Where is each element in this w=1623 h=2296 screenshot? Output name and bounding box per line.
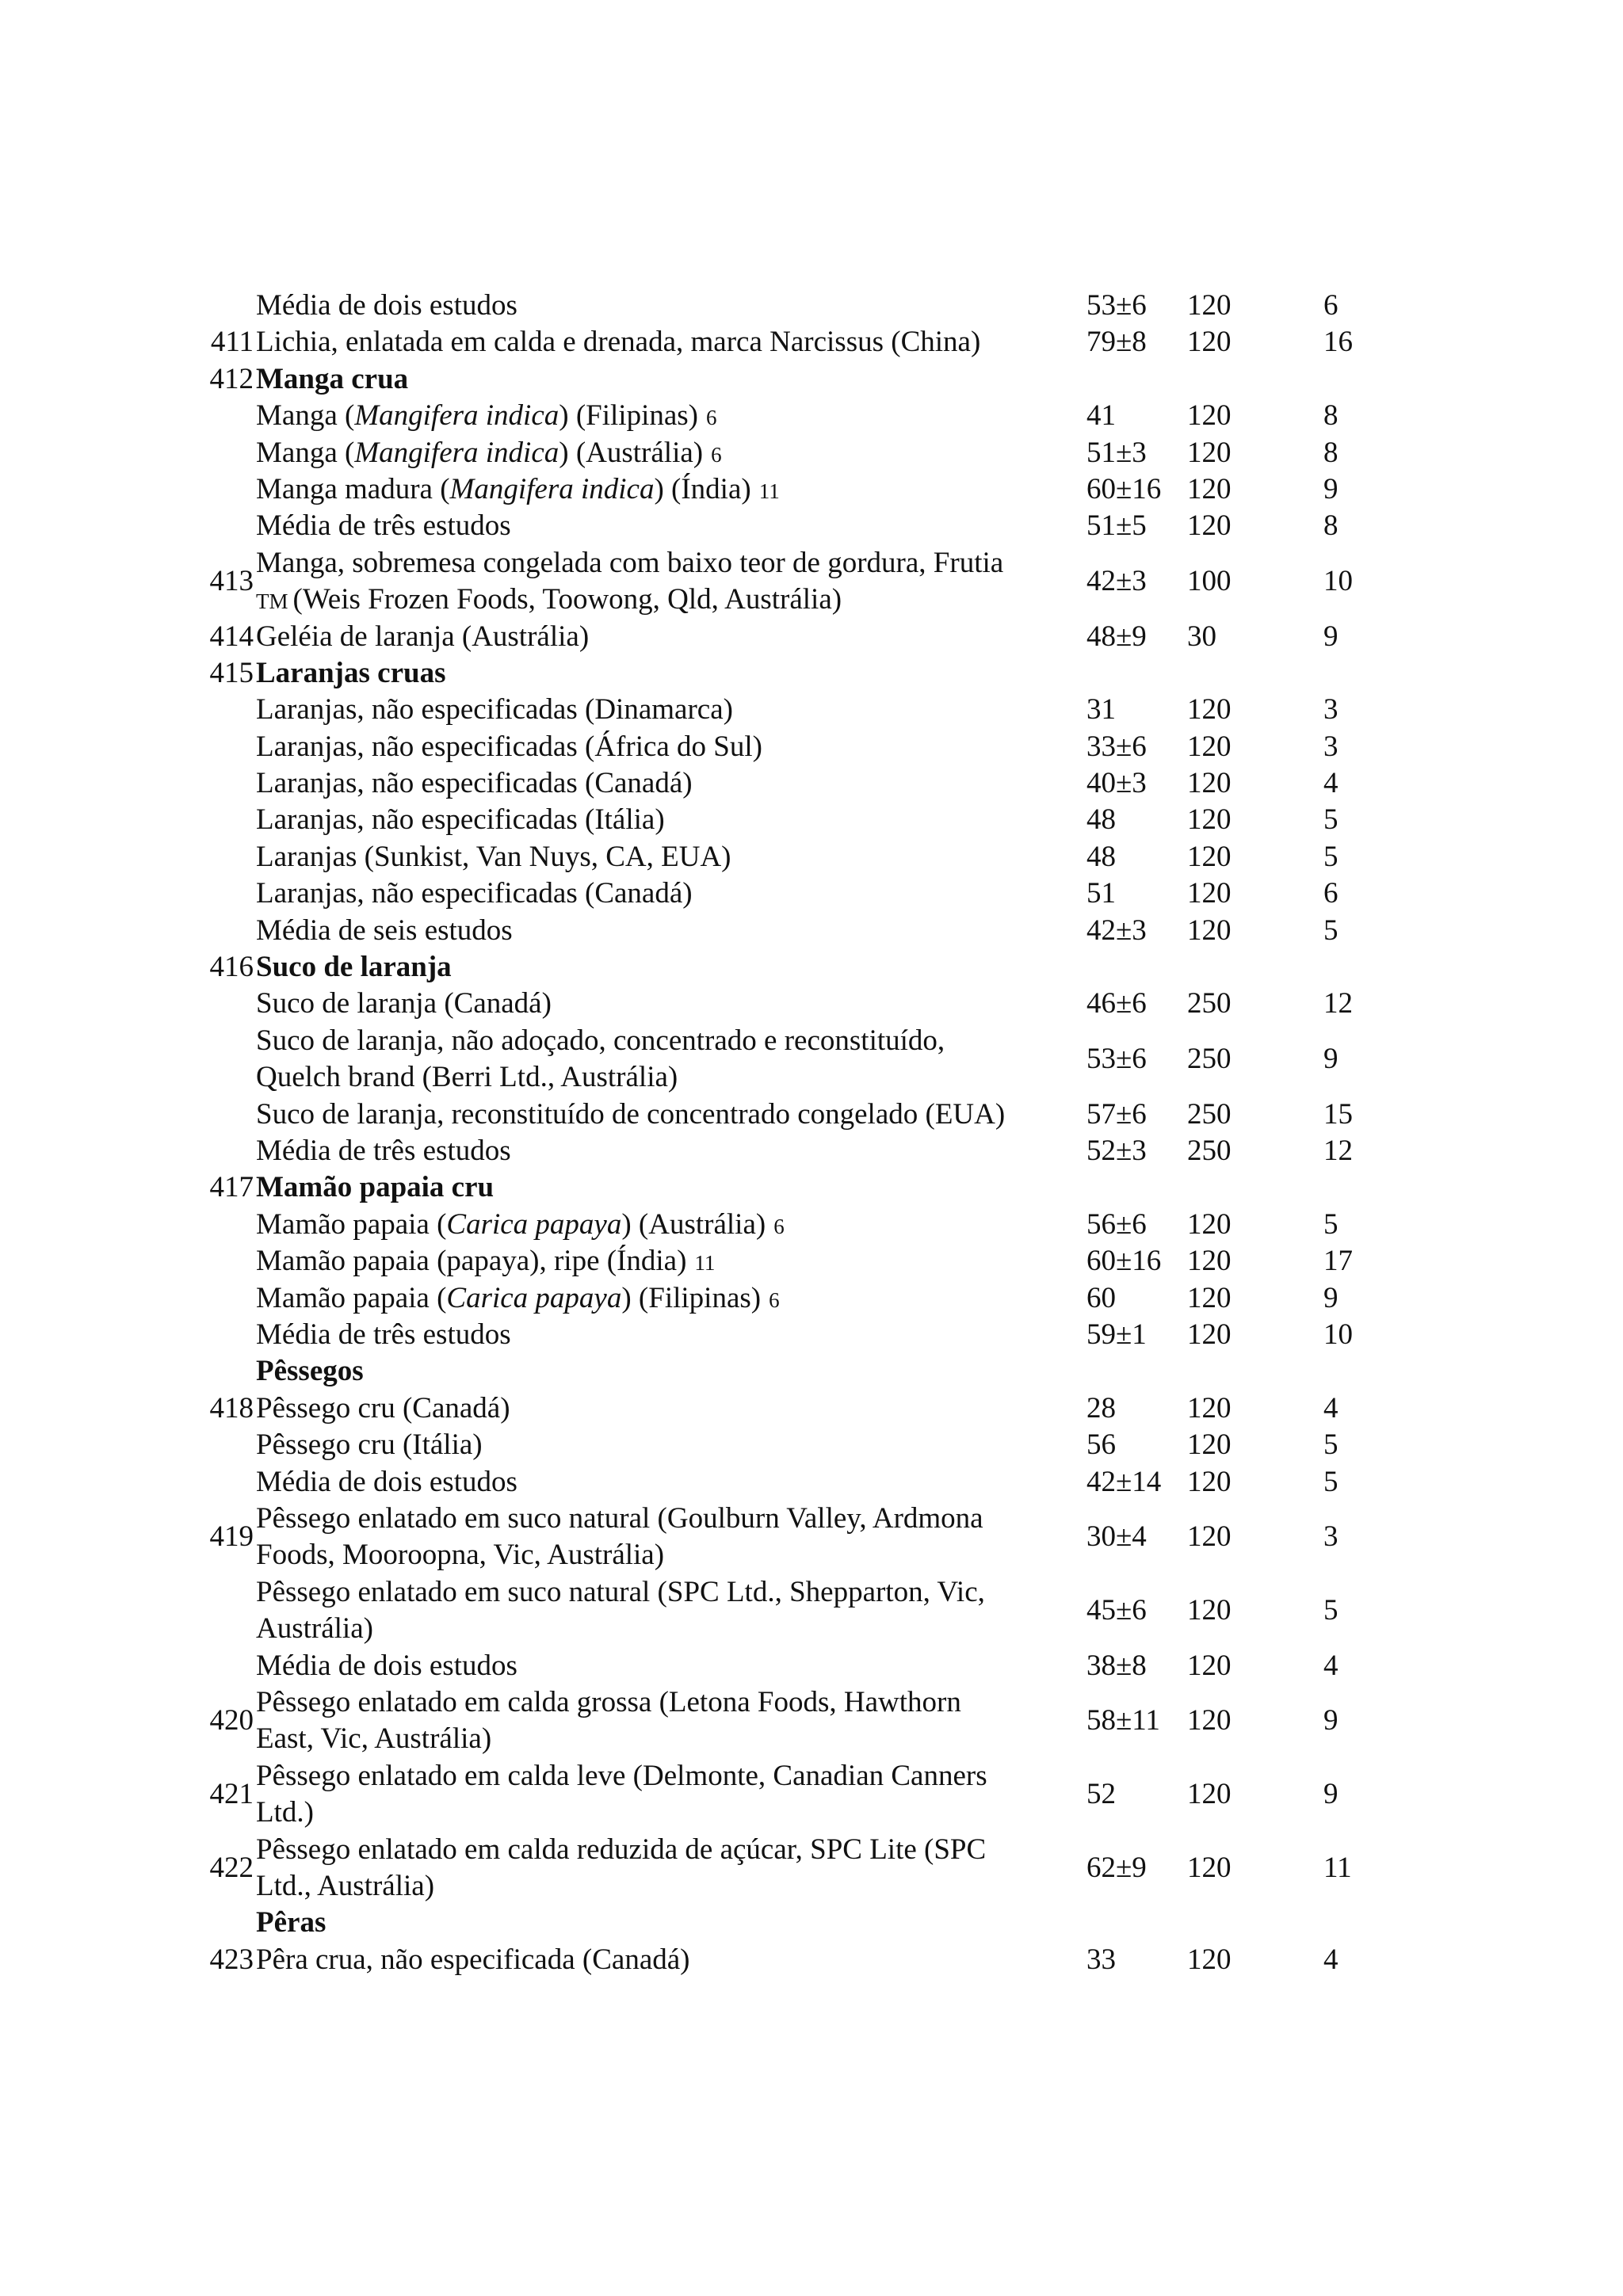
species-name: Carica papaya (446, 1281, 622, 1314)
glycemic-index: 45±6 (1086, 1593, 1147, 1627)
glycemic-load: 9 (1323, 620, 1338, 653)
item-number: 416 (209, 951, 254, 984)
glycemic-index: 38±8 (1086, 1649, 1147, 1682)
table-row (204, 1427, 1393, 1463)
serving-size: 120 (1187, 1703, 1232, 1737)
glycemic-index: 41 (1086, 399, 1116, 433)
species-name: Mangifera indica (449, 472, 655, 505)
glycemic-index: 56±6 (1086, 1207, 1147, 1241)
glycemic-load: 4 (1323, 767, 1338, 800)
glycemic-load: 17 (1323, 1245, 1353, 1278)
glycemic-index: 48±9 (1086, 620, 1147, 653)
serving-size: 120 (1187, 399, 1232, 433)
reference-number: 6 (711, 442, 722, 467)
glycemic-load: 5 (1323, 840, 1338, 873)
food-description: Manga crua (256, 362, 409, 395)
food-description: Lichia, enlatada em calda e drenada, marca Narcissus (China) (256, 326, 981, 359)
glycemic-load: 6 (1323, 289, 1338, 322)
gi-table (204, 288, 1393, 1978)
glycemic-load: 5 (1323, 803, 1338, 837)
table-row (204, 1243, 1393, 1280)
glycemic-index: 58±11 (1086, 1703, 1160, 1737)
glycemic-load: 15 (1323, 1097, 1353, 1131)
glycemic-index: 42±3 (1086, 564, 1147, 597)
food-description: Mamão papaia cru (256, 1171, 495, 1204)
glycemic-load: 5 (1323, 913, 1338, 947)
food-description: Pêssego enlatado em calda reduzida de açúcar, SPC Lite (SPC Ltd., Austrália) (256, 1833, 987, 1902)
serving-size: 120 (1187, 1245, 1232, 1278)
reference-number: 6 (706, 406, 717, 430)
item-number: 418 (209, 1391, 254, 1425)
glycemic-load: 8 (1323, 399, 1338, 433)
glycemic-index: 51 (1086, 877, 1116, 910)
serving-size: 250 (1187, 1097, 1232, 1131)
food-description: Laranjas, não especificadas (Itália) (256, 803, 665, 837)
food-description: Pêra crua, não especificada (Canadá) (256, 1943, 690, 1976)
table-row (204, 1390, 1393, 1427)
glycemic-index: 53±6 (1086, 289, 1147, 322)
food-description: Média de três estudos (256, 509, 511, 543)
table-row (204, 361, 1393, 398)
table-row (204, 1758, 1393, 1832)
glycemic-load: 4 (1323, 1391, 1338, 1425)
item-number: 417 (209, 1171, 254, 1204)
table-row (204, 729, 1393, 765)
glycemic-load: 5 (1323, 1428, 1338, 1462)
item-number: 422 (209, 1851, 254, 1884)
table-row (204, 1317, 1393, 1353)
food-description: Laranjas, não especificadas (Dinamarca) (256, 693, 733, 727)
food-description: Pêssego enlatado em calda leve (Delmonte, Canadian Canners Ltd.) (256, 1759, 987, 1829)
serving-size: 120 (1187, 913, 1232, 947)
serving-size: 120 (1187, 803, 1232, 837)
food-description: Suco de laranja, reconstituído de concentrado congelado (EUA) (256, 1097, 1006, 1131)
glycemic-load: 8 (1323, 509, 1338, 543)
table-row (204, 1023, 1393, 1097)
food-description: Manga (Mangifera indica) (Austrália) 6 (256, 436, 722, 469)
food-description: Laranjas, não especificadas (África do Sul) (256, 730, 762, 763)
glycemic-index: 33 (1086, 1943, 1116, 1976)
table-row (204, 1353, 1393, 1390)
glycemic-index: 51±5 (1086, 509, 1147, 543)
glycemic-index: 46±6 (1086, 987, 1147, 1020)
glycemic-index: 59±1 (1086, 1318, 1147, 1351)
glycemic-load: 8 (1323, 436, 1338, 469)
food-description: Suco de laranja, não adoçado, concentrado e reconstituído, Quelch brand (Berri Ltd., Austrália) (256, 1024, 945, 1094)
table-row (204, 1464, 1393, 1501)
glycemic-load: 10 (1323, 1318, 1353, 1351)
glycemic-load: 4 (1323, 1649, 1338, 1682)
serving-size: 120 (1187, 1520, 1232, 1553)
table-row (204, 1832, 1393, 1905)
table-row (204, 1133, 1393, 1169)
table-row (204, 471, 1393, 508)
glycemic-index: 60±16 (1086, 472, 1162, 505)
food-description: Laranjas, não especificadas (Canadá) (256, 767, 693, 800)
glycemic-index: 57±6 (1086, 1097, 1147, 1131)
food-description: Pêssego enlatado em suco natural (Goulburn Valley, Ardmona Foods, Mooroopna, Vic, Austrália) (256, 1501, 983, 1572)
serving-size: 120 (1187, 472, 1232, 505)
serving-size: 120 (1187, 509, 1232, 543)
reference-number: 6 (769, 1287, 780, 1312)
food-description: Pêssego cru (Canadá) (256, 1391, 510, 1425)
item-number: 413 (209, 564, 254, 597)
trademark-mark: TM (256, 589, 288, 614)
table-row (204, 545, 1393, 619)
table-row (204, 1574, 1393, 1648)
serving-size: 120 (1187, 1593, 1232, 1627)
glycemic-index: 60 (1086, 1281, 1116, 1314)
glycemic-index: 52±3 (1086, 1135, 1147, 1168)
item-number: 412 (209, 362, 254, 395)
table-row (204, 875, 1393, 912)
glycemic-load: 9 (1323, 472, 1338, 505)
table-row (204, 288, 1393, 324)
item-number: 423 (209, 1943, 254, 1976)
species-name: Mangifera indica (354, 436, 559, 469)
food-description: Mamão papaia (papaya), ripe (Índia) 11 (256, 1245, 716, 1278)
table-row (204, 913, 1393, 949)
reference-number: 11 (758, 479, 780, 503)
glycemic-index: 28 (1086, 1391, 1116, 1425)
food-description: Pêssego enlatado em calda grossa (Letona Foods, Hawthorn East, Vic, Austrália) (256, 1685, 961, 1756)
table-row (204, 619, 1393, 655)
food-description: Pêssego cru (Itália) (256, 1428, 483, 1462)
table-row (204, 839, 1393, 875)
glycemic-index: 53±6 (1086, 1042, 1147, 1075)
glycemic-index: 62±9 (1086, 1851, 1147, 1884)
glycemic-index: 42±3 (1086, 913, 1147, 947)
species-name: Carica papaya (446, 1207, 622, 1241)
serving-size: 250 (1187, 1042, 1232, 1075)
serving-size: 120 (1187, 1428, 1232, 1462)
food-description: Suco de laranja (256, 951, 452, 984)
serving-size: 120 (1187, 767, 1232, 800)
table-row (204, 1501, 1393, 1574)
serving-size: 120 (1187, 840, 1232, 873)
glycemic-load: 16 (1323, 326, 1353, 359)
food-description: Média de dois estudos (256, 1649, 517, 1682)
serving-size: 120 (1187, 730, 1232, 763)
table-row (204, 398, 1393, 434)
glycemic-index: 42±14 (1086, 1465, 1162, 1498)
glycemic-index: 33±6 (1086, 730, 1147, 763)
table-row (204, 1684, 1393, 1758)
glycemic-index: 48 (1086, 803, 1116, 837)
food-description: Média de três estudos (256, 1135, 511, 1168)
food-description: Média de seis estudos (256, 913, 513, 947)
serving-size: 120 (1187, 436, 1232, 469)
serving-size: 100 (1187, 564, 1232, 597)
glycemic-index: 31 (1086, 693, 1116, 727)
table-row (204, 324, 1393, 360)
glycemic-index: 56 (1086, 1428, 1116, 1462)
food-description: Manga (Mangifera indica) (Filipinas) 6 (256, 399, 717, 433)
serving-size: 120 (1187, 1318, 1232, 1351)
glycemic-index: 60±16 (1086, 1245, 1162, 1278)
table-row (204, 1207, 1393, 1243)
glycemic-load: 3 (1323, 1520, 1338, 1553)
serving-size: 120 (1187, 693, 1232, 727)
item-number: 415 (209, 656, 254, 689)
glycemic-load: 6 (1323, 877, 1338, 910)
food-description: Manga, sobremesa congelada com baixo teor de gordura, Frutia TM (Weis Frozen Foods, Toowong, Qld, Austrália) (256, 546, 1004, 616)
glycemic-load: 3 (1323, 730, 1338, 763)
food-description: Pêssego enlatado em suco natural (SPC Ltd., Shepparton, Vic, Austrália) (256, 1575, 985, 1646)
item-number: 414 (209, 620, 254, 653)
serving-size: 120 (1187, 326, 1232, 359)
glycemic-index: 79±8 (1086, 326, 1147, 359)
serving-size: 250 (1187, 987, 1232, 1020)
glycemic-load: 9 (1323, 1777, 1338, 1810)
table-row (204, 1280, 1393, 1317)
glycemic-index: 40±3 (1086, 767, 1147, 800)
glycemic-index: 48 (1086, 840, 1116, 873)
item-number: 411 (210, 326, 254, 359)
glycemic-load: 12 (1323, 987, 1353, 1020)
serving-size: 120 (1187, 1777, 1232, 1810)
table-row (204, 1905, 1393, 1941)
glycemic-load: 9 (1323, 1281, 1338, 1314)
serving-size: 120 (1187, 1649, 1232, 1682)
food-description: Geléia de laranja (Austrália) (256, 620, 590, 653)
glycemic-index: 51±3 (1086, 436, 1147, 469)
table-row (204, 949, 1393, 986)
serving-size: 120 (1187, 1391, 1232, 1425)
serving-size: 120 (1187, 289, 1232, 322)
glycemic-load: 5 (1323, 1207, 1338, 1241)
item-number: 420 (209, 1703, 254, 1737)
food-description: Mamão papaia (Carica papaya) (Austrália) 6 (256, 1207, 785, 1241)
food-description: Manga madura (Mangifera indica) (Índia) 11 (256, 472, 780, 505)
serving-size: 250 (1187, 1135, 1232, 1168)
table-row (204, 1097, 1393, 1133)
glycemic-load: 4 (1323, 1943, 1338, 1976)
food-description: Pêras (256, 1906, 327, 1939)
glycemic-load: 10 (1323, 564, 1353, 597)
table-row (204, 1648, 1393, 1684)
serving-size: 120 (1187, 1207, 1232, 1241)
table-row (204, 508, 1393, 544)
table-row (204, 1942, 1393, 1978)
glycemic-load: 5 (1323, 1465, 1338, 1498)
food-description: Média de três estudos (256, 1318, 511, 1351)
food-description: Laranjas (Sunkist, Van Nuys, CA, EUA) (256, 840, 731, 873)
species-name: Mangifera indica (354, 399, 559, 433)
glycemic-index: 52 (1086, 1777, 1116, 1810)
food-description: Laranjas cruas (256, 656, 446, 689)
serving-size: 120 (1187, 1851, 1232, 1884)
table-row (204, 435, 1393, 471)
glycemic-load: 9 (1323, 1042, 1338, 1075)
item-number: 419 (209, 1520, 254, 1553)
glycemic-load: 5 (1323, 1593, 1338, 1627)
serving-size: 120 (1187, 877, 1232, 910)
serving-size: 120 (1187, 1943, 1232, 1976)
food-description: Média de dois estudos (256, 289, 517, 322)
table-row (204, 692, 1393, 728)
table-row (204, 986, 1393, 1022)
food-description: Suco de laranja (Canadá) (256, 987, 552, 1020)
serving-size: 120 (1187, 1281, 1232, 1314)
glycemic-load: 9 (1323, 1703, 1338, 1737)
food-description: Pêssegos (256, 1355, 364, 1388)
table-row (204, 802, 1393, 838)
serving-size: 30 (1187, 620, 1216, 653)
glycemic-load: 3 (1323, 693, 1338, 727)
reference-number: 11 (694, 1251, 716, 1276)
item-number: 421 (209, 1777, 254, 1810)
food-description: Laranjas, não especificadas (Canadá) (256, 877, 693, 910)
glycemic-load: 11 (1323, 1851, 1352, 1884)
glycemic-index: 30±4 (1086, 1520, 1147, 1553)
serving-size: 120 (1187, 1465, 1232, 1498)
reference-number: 6 (773, 1214, 785, 1238)
glycemic-load: 12 (1323, 1135, 1353, 1168)
food-description: Mamão papaia (Carica papaya) (Filipinas) 6 (256, 1281, 780, 1314)
food-description: Média de dois estudos (256, 1465, 517, 1498)
table-row (204, 1169, 1393, 1206)
table-row (204, 655, 1393, 692)
table-row (204, 765, 1393, 802)
